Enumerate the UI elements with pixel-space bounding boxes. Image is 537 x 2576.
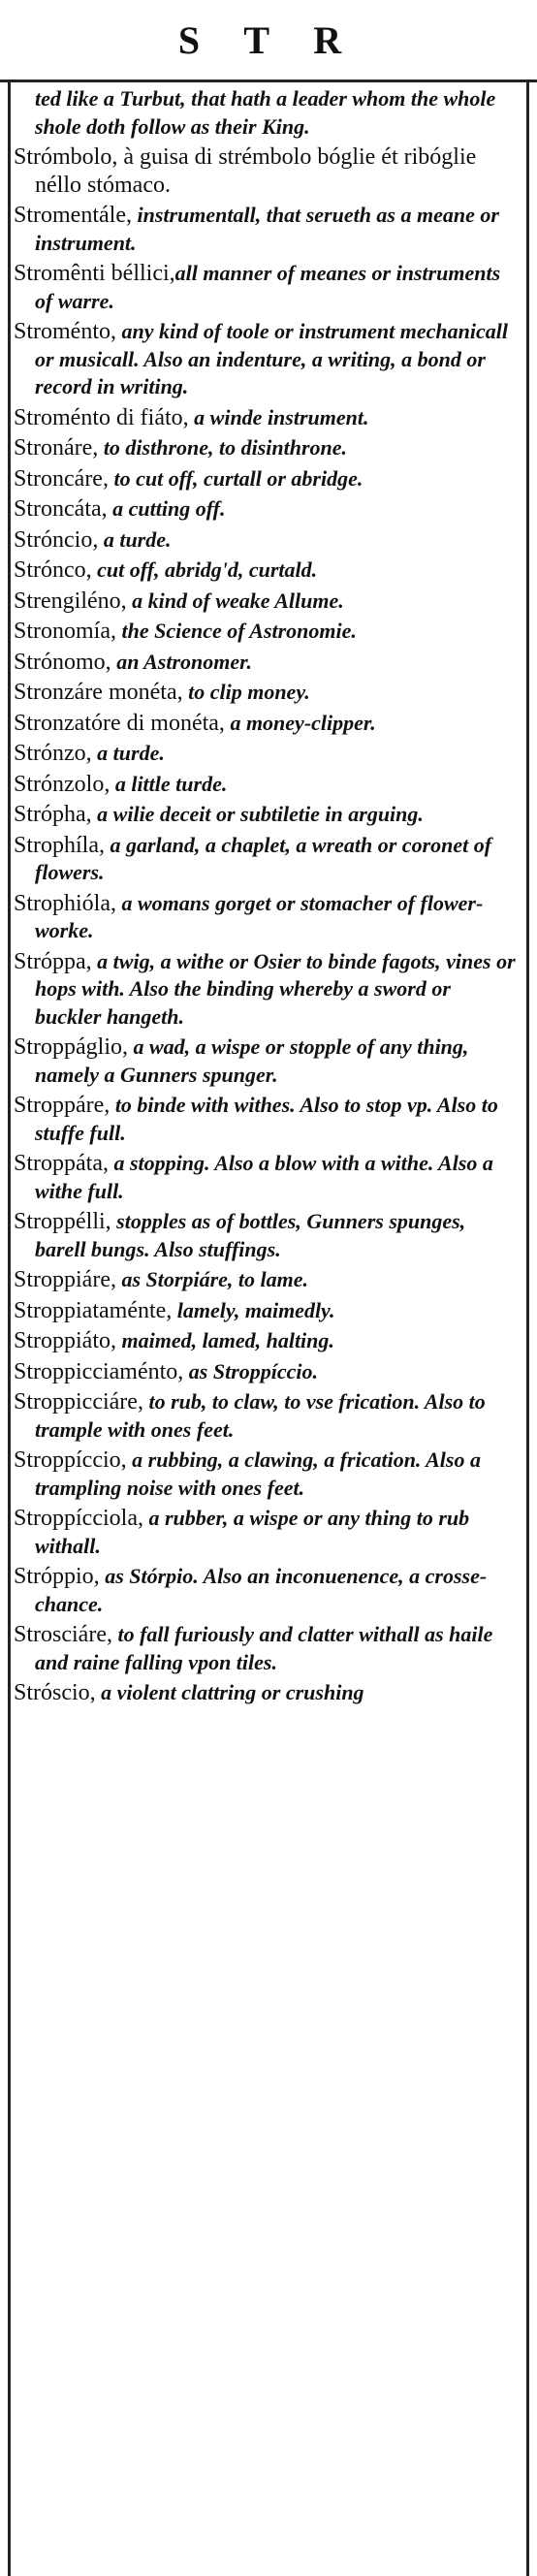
entry-headword: Stroppélli,	[14, 1209, 111, 1234]
dictionary-entry	[14, 495, 521, 524]
dictionary-entry	[14, 318, 521, 401]
dictionary-entry	[14, 526, 521, 555]
dictionary-entry	[14, 588, 521, 616]
right-column-rule	[526, 80, 529, 2576]
entry-definition: to fall furiously and clatter withall as haile and raine falling vpon tiles.	[35, 1622, 493, 1674]
dictionary-column	[14, 85, 521, 1710]
dictionary-entry	[14, 679, 521, 707]
entry-headword: Stroppiataménte,	[14, 1297, 173, 1323]
dictionary-entry	[14, 1266, 521, 1294]
entry-headword: Strónzolo,	[14, 771, 111, 797]
entry-definition: to rub, to claw, to vse frication. Also to trample with ones feet.	[35, 1389, 486, 1442]
entry-definition: instrumentall, that serueth as a meane or instrument.	[35, 203, 499, 255]
entry-headword: Stronzatóre di monéta,	[14, 710, 225, 736]
dictionary-entry	[14, 618, 521, 646]
dictionary-entry	[14, 1505, 521, 1560]
dictionary-entry	[14, 1150, 521, 1205]
entry-definition: a rubber, a wispe or any thing to rub withall.	[35, 1506, 470, 1558]
entry-headword: Stroménto,	[14, 319, 116, 344]
entry-headword: Strophíla,	[14, 832, 105, 858]
dictionary-entry	[14, 404, 521, 432]
entry-headword: Stróppio,	[14, 1564, 100, 1589]
entry-definition: a rubbing, a clawing, a frication. Also a trampling noise with ones feet.	[35, 1447, 481, 1500]
entry-definition: the Science of Astronomie.	[116, 619, 357, 643]
dictionary-entry	[14, 1297, 521, 1325]
dictionary-entry	[14, 1327, 521, 1355]
entry-headword: Stromênti béllici,	[14, 261, 175, 286]
entry-definition: to clip money.	[182, 680, 310, 704]
entry-definition: a twig, a withe or Osier to binde fagots, vines or hops with. Also the binding whereby a sword or buckler hangeth.	[35, 948, 516, 1029]
dictionary-entry	[14, 801, 521, 829]
dictionary-entry	[14, 1621, 521, 1676]
entry-headword: Strómbolo, à guisa di strémbolo bóglie ét ribóglie néllo stómaco.	[14, 144, 477, 198]
entry-headword: Stroncáre,	[14, 465, 109, 492]
dictionary-entry	[14, 1034, 521, 1089]
entry-headword: Strophióla,	[14, 890, 116, 916]
entry-definition: any kind of toole or instrument mechanicall or musicall. Also an indenture, a writing, a bond or record in writing.	[35, 319, 508, 398]
dictionary-entry	[14, 1563, 521, 1618]
entry-definition: a garland, a chaplet, a wreath or coronet of flowers.	[35, 832, 492, 884]
dictionary-entry	[14, 434, 521, 462]
entry-headword: Stroppiáto,	[14, 1328, 116, 1353]
entry-headword: Stroppicciáre,	[14, 1389, 143, 1415]
entry-definition: a money-clipper.	[224, 710, 376, 735]
entry-definition: lamely, maimedly.	[172, 1297, 335, 1322]
entry-headword: Stroppícciola,	[14, 1506, 143, 1531]
entry-headword: Stroppicciaménto,	[14, 1358, 184, 1384]
entry-headword: Stroppíccio,	[14, 1447, 127, 1473]
entry-definition: a turde.	[98, 526, 172, 552]
entry-definition: a womans gorget or stomacher of flower-worke.	[35, 890, 484, 942]
dictionary-entry	[14, 832, 521, 887]
dictionary-entry	[14, 557, 521, 585]
left-column-rule	[8, 80, 11, 2576]
entry-definition: to disthrone, to disinthrone.	[98, 435, 348, 460]
entry-headword: Stroppáglio,	[14, 1034, 128, 1060]
dictionary-entry	[14, 710, 521, 738]
dictionary-entry	[14, 465, 521, 493]
entry-definition: a violent clattring or crushing	[95, 1680, 364, 1704]
entry-headword: Strosciáre,	[14, 1622, 112, 1647]
dictionary-entry	[14, 202, 521, 257]
entry-headword: Stróscio,	[14, 1680, 96, 1705]
entry-definition: a winde instrument.	[188, 404, 369, 429]
entry-definition: to binde with withes. Also to stop vp. Also to stuffe full.	[35, 1093, 498, 1145]
entry-definition: all manner of meanes or instruments of warre.	[35, 261, 501, 313]
entry-definition: to cut off, curtall or abridge.	[108, 465, 363, 491]
entry-headword: Stroppiáre,	[14, 1267, 116, 1292]
dictionary-entry	[14, 260, 521, 315]
entry-headword: Stroménto di fiáto,	[14, 404, 189, 430]
dictionary-entry	[14, 1358, 521, 1386]
dictionary-entry	[14, 771, 521, 799]
entry-headword: Stroppáta,	[14, 1151, 109, 1176]
entry-definition: an Astronomer.	[111, 649, 252, 674]
entry-definition: a little turde.	[110, 771, 228, 796]
entry-headword: Strengiléno,	[14, 588, 127, 614]
entry-definition: a wad, a wispe or stopple of any thing, namely a Gunners spunger.	[35, 1034, 469, 1087]
running-head: S T R	[177, 18, 360, 62]
dictionary-entry	[14, 1208, 521, 1263]
entry-headword: Strópha,	[14, 802, 92, 827]
entry-definition: maimed, lamed, halting.	[116, 1328, 334, 1352]
entry-headword: Strónco,	[14, 557, 92, 583]
dictionary-entry	[14, 143, 521, 199]
entry-headword: Stroncáta,	[14, 496, 108, 522]
dictionary-entry	[14, 1679, 521, 1707]
entry-definition: a stopping. Also a blow with a withe. Also a withe full.	[35, 1151, 493, 1203]
entry-definition: a wilie deceit or subtiletie in arguing.	[91, 802, 424, 826]
dictionary-entry	[14, 85, 521, 141]
entry-headword: Strónomo,	[14, 649, 111, 675]
dictionary-entry	[14, 649, 521, 677]
dictionary-entry	[14, 1388, 521, 1444]
entry-headword: Stronomía,	[14, 619, 116, 644]
entry-definition: as Stroppíccio.	[183, 1358, 319, 1383]
entry-headword: Stronzáre monéta,	[14, 680, 183, 705]
entry-definition: a turde.	[91, 741, 165, 765]
dictionary-entry	[14, 740, 521, 768]
entry-headword: Stróppa,	[14, 948, 92, 974]
entry-headword: Stronáre,	[14, 435, 99, 461]
top-rule	[0, 80, 537, 82]
entry-definition: a kind of weake Allume.	[126, 588, 344, 613]
entry-definition: a cutting off.	[107, 496, 226, 521]
dictionary-entry	[14, 1447, 521, 1502]
dictionary-entry	[14, 1092, 521, 1147]
entry-headword: Stromentále,	[14, 203, 132, 228]
entry-definition: as Stórpio. Also an inconuenence, a crosse-chance.	[35, 1564, 488, 1616]
entry-definition: ted like a Turbut, that hath a leader whom the whole shole doth follow as their King.	[35, 86, 496, 139]
entry-definition: cut off, abridg'd, curtald.	[91, 557, 318, 582]
dictionary-entry	[14, 890, 521, 945]
entry-headword: Strónciо,	[14, 526, 99, 553]
entry-definition: as Storpiáre, to lame.	[115, 1267, 308, 1291]
entry-headword: Stroppáre,	[14, 1093, 111, 1118]
dictionary-entry	[14, 948, 521, 1032]
entry-definition: stopples as of bottles, Gunners spunges, barell bungs. Also stuffings.	[35, 1209, 466, 1261]
entry-headword: Strónzo,	[14, 741, 92, 766]
